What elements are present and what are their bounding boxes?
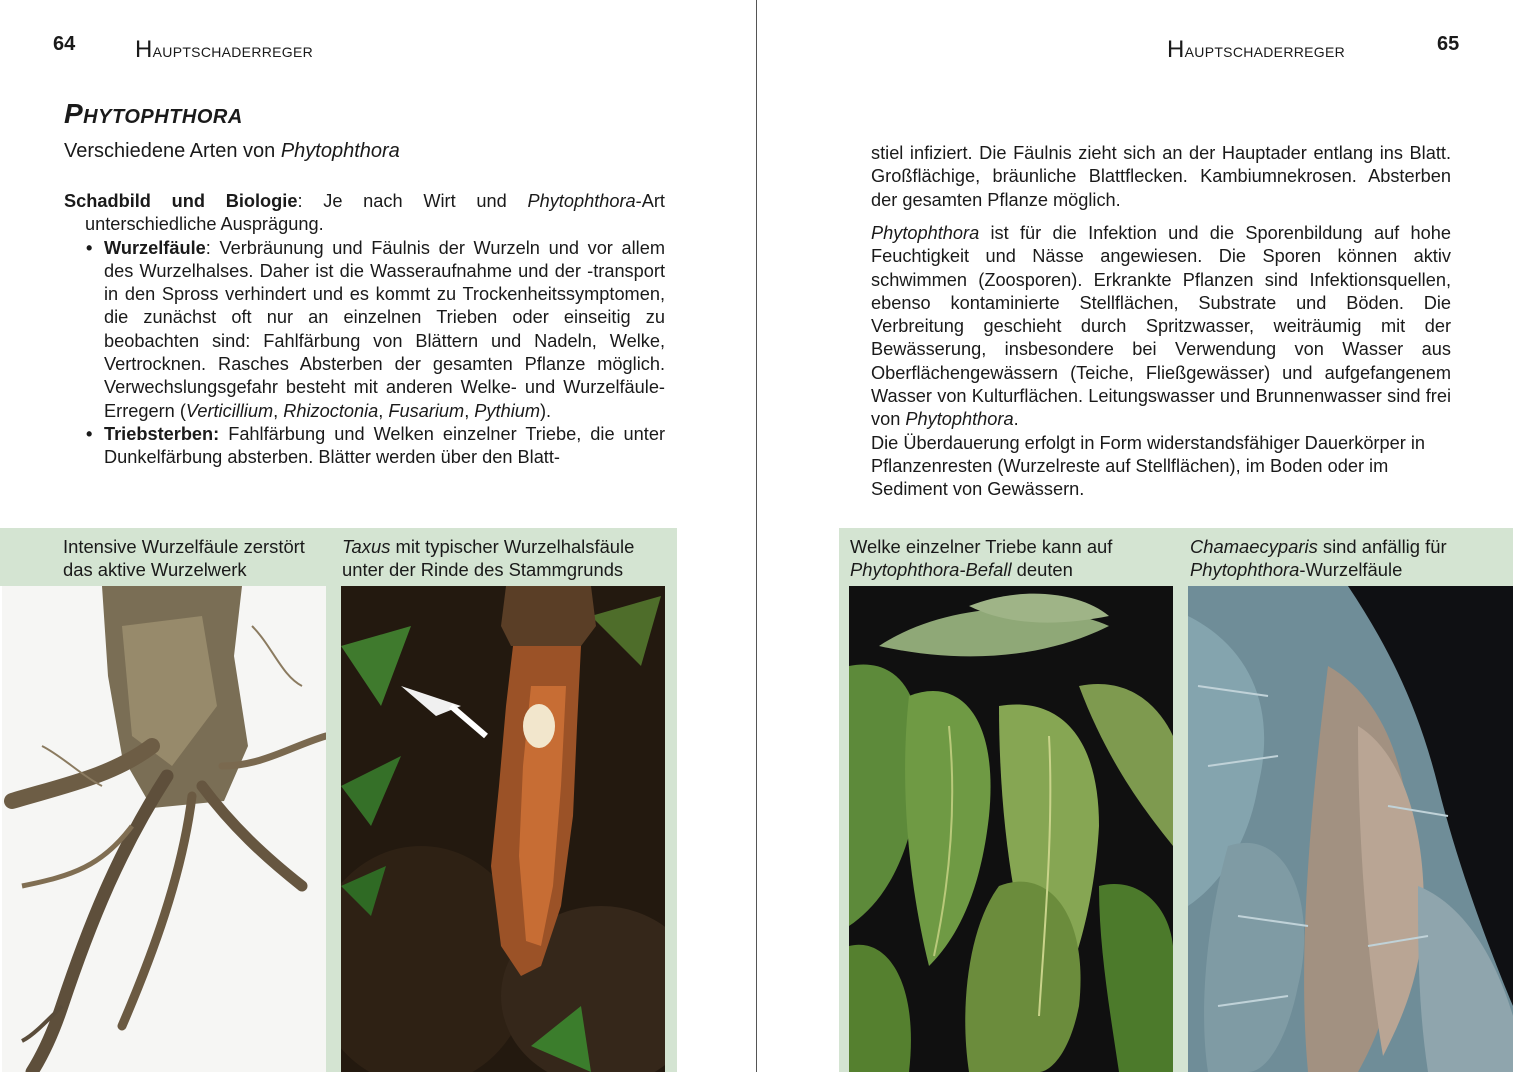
left-body-text [64, 190, 665, 470]
bullet-wurzelfaeule: • Wurzelfäule: Verbräunung und Fäulnis der Wurzeln und vor allem des Wurzelhalses. Daher ist die Wasseraufnahme und der -transport in den Spross verhindert und es kommt zu Trockenheitssymptomen, die zunächst oft nur an einzelnen Trieben oder einseitig zu beobachten sind: Fahlfärbung von Blättern und Nadeln, Welke, Vertrocknen. Rasches Absterben der gesamten Pflanze möglich. Verwechslungsgefahr besteht mit anderen Welke- und Wurzelfäule-Erregern (Verticillium, Rhizoctonia, Fusarium, Pythium). [86, 237, 665, 421]
infection-paragraph: Phytophthora ist für die Infektion und die Sporenbildung auf hohe Feuchtigkeit und Nässe angewiesen. Die Sporen können aktiv schwimmen (Zoosporen). Erkrankte Pflanzen sind Infektionsquellen, ebenso kontaminierte Stellflächen, Substrate und Böden. Die Verbreitung geschieht durch Spritzwasser, weiträumig mit der Bewässerung, insbesondere bei Verwendung von Wasser aus Oberflächengewässern (Teiche, Fließgewässer) und aufgefangenem Wasser von Kulturflächen. Leitungswasser und Brunnenwasser sind frei von Phytophthora. [871, 223, 1451, 430]
running-head-right: Hauptschaderreger [1167, 36, 1346, 63]
bullet-triebsterben: • Triebsterben: Fahlfärbung und Welken einzelner Triebe, die unter Dunkelfärbung absterben. Blätter werden über den Blatt- [86, 423, 665, 468]
continuation-text: stiel infiziert. Die Fäulnis zieht sich an der Hauptader entlang ins Blatt. Großflächige, bräunliche Blattflecken. Kambiumnekrosen. Absterben der gesamten Pflanze möglich. [871, 143, 1451, 210]
caption-chamaecyparis: Chamaecyparis sind anfällig für Phytophthora-Wurzelfäule [1190, 536, 1447, 580]
overwintering-paragraph: Die Überdauerung erfolgt in Form widerstandsfähiger Dauerkörper in Pflanzenresten (Wurzelreste auf Stellflächen), im Boden oder im Sediment von Gewässern. [871, 432, 1425, 500]
photo-gutter-left [326, 586, 341, 1072]
caption-root-rot: Intensive Wurzelfäule zerstört das aktive Wurzelwerk [63, 536, 305, 580]
photo-margin-left [665, 586, 677, 1072]
running-head-left: Hauptschaderreger [135, 36, 314, 63]
intro-paragraph: Schadbild und Biologie: Je nach Wirt und Phytophthora-Art unterschiedliche Ausprägung. [64, 191, 665, 235]
right-page [757, 0, 1513, 1072]
right-body-text [871, 222, 1451, 502]
article-title: Phytophthora [64, 98, 243, 129]
caption-wilt: Welke einzelner Triebe kann auf Phytophthora-Befall deuten [850, 536, 1113, 580]
photo-root-rot [2, 586, 326, 1072]
page-number-left: 64 [53, 33, 76, 55]
photo-gutter-right [1173, 586, 1188, 1072]
photo-wilted-shoots [849, 586, 1173, 1072]
article-subtitle: Verschiedene Arten von Phytophthora [64, 140, 400, 162]
photo-chamaecyparis [1188, 586, 1513, 1072]
page-number-right: 65 [1437, 33, 1460, 55]
left-page [0, 0, 756, 1072]
photo-margin-right [839, 586, 849, 1072]
caption-taxus: Taxus mit typischer Wurzelhalsfäule unter der Rinde des Stammgrunds [342, 536, 635, 580]
photo-taxus-stem [341, 586, 665, 1072]
